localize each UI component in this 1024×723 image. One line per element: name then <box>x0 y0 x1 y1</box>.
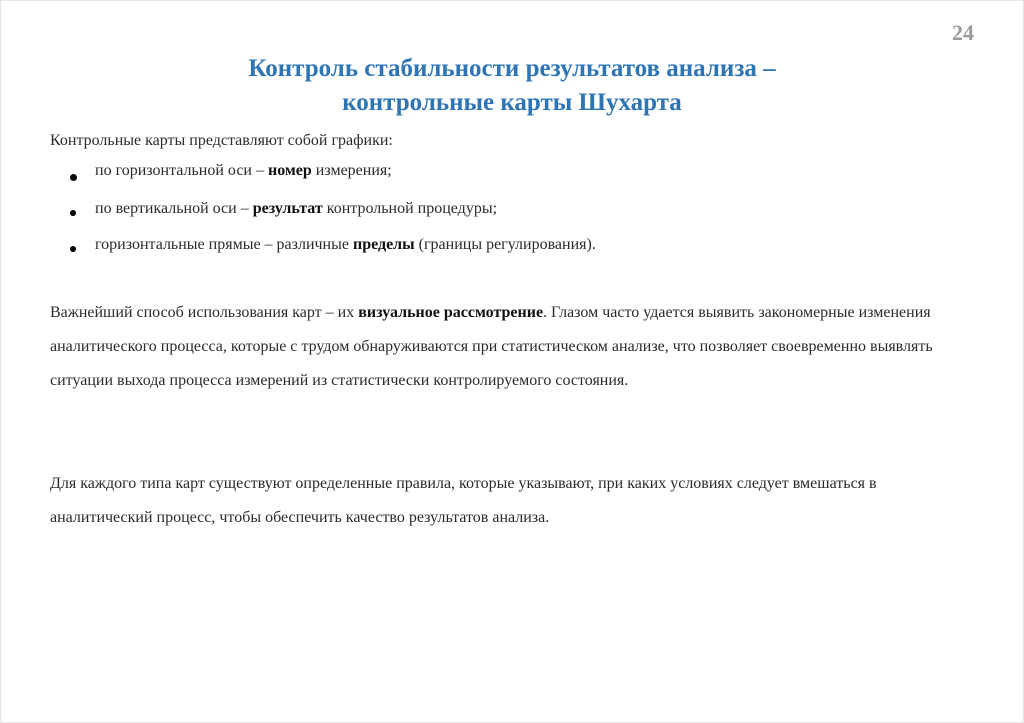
bullet-dot-icon <box>70 174 77 181</box>
slide-title-line-1: Контроль стабильности результатов анализа – <box>248 55 776 82</box>
slide-title <box>0 52 1024 120</box>
bullet-text-end: контрольной процедуры; <box>322 200 498 217</box>
bullet-item <box>50 198 950 234</box>
paragraph-visual-inspection <box>50 296 970 398</box>
intro-text: Контрольные карты представляют собой графики: <box>50 132 393 149</box>
slide-title-line-2: контрольные карты Шухарта <box>342 89 682 116</box>
bullet-dot-icon <box>70 246 76 252</box>
paragraph-text-end: . Глазом часто удается выявить закономерные изменения аналитического процесса, которые с трудом обнаруживаются при статистическом анализе, что позволяет своевременно выявлять ситуации выхода процесса измерений из статистически контролируемого состояния. <box>50 304 933 389</box>
bullet-item <box>50 160 950 198</box>
paragraph-rules: Для каждого типа карт существуют определенные правила, которые указывают, при каких условиях следует вмешаться в аналитический процесс, чтобы обеспечить качество результатов анализа. <box>50 475 877 526</box>
bullet-text: по горизонтальной оси – <box>95 162 268 179</box>
bullet-bold-term: пределы <box>352 236 415 253</box>
bullet-text: по вертикальной оси – <box>95 200 253 217</box>
bullet-bold-term: номер <box>267 162 312 179</box>
bullet-list <box>50 160 950 270</box>
page-number: 24 <box>952 20 974 45</box>
bullet-dot-icon <box>70 210 76 216</box>
bullet-text-end: (границы регулирования). <box>414 236 596 253</box>
bullet-item <box>50 234 950 270</box>
paragraph-text: Важнейший способ использования карт – их <box>50 304 359 321</box>
bullet-bold-term: результат <box>252 200 323 217</box>
bullet-text: горизонтальные прямые – различные <box>95 236 353 253</box>
bullet-text-end: измерения; <box>311 162 392 179</box>
paragraph-bold-term: визуальное рассмотрение <box>358 304 544 321</box>
